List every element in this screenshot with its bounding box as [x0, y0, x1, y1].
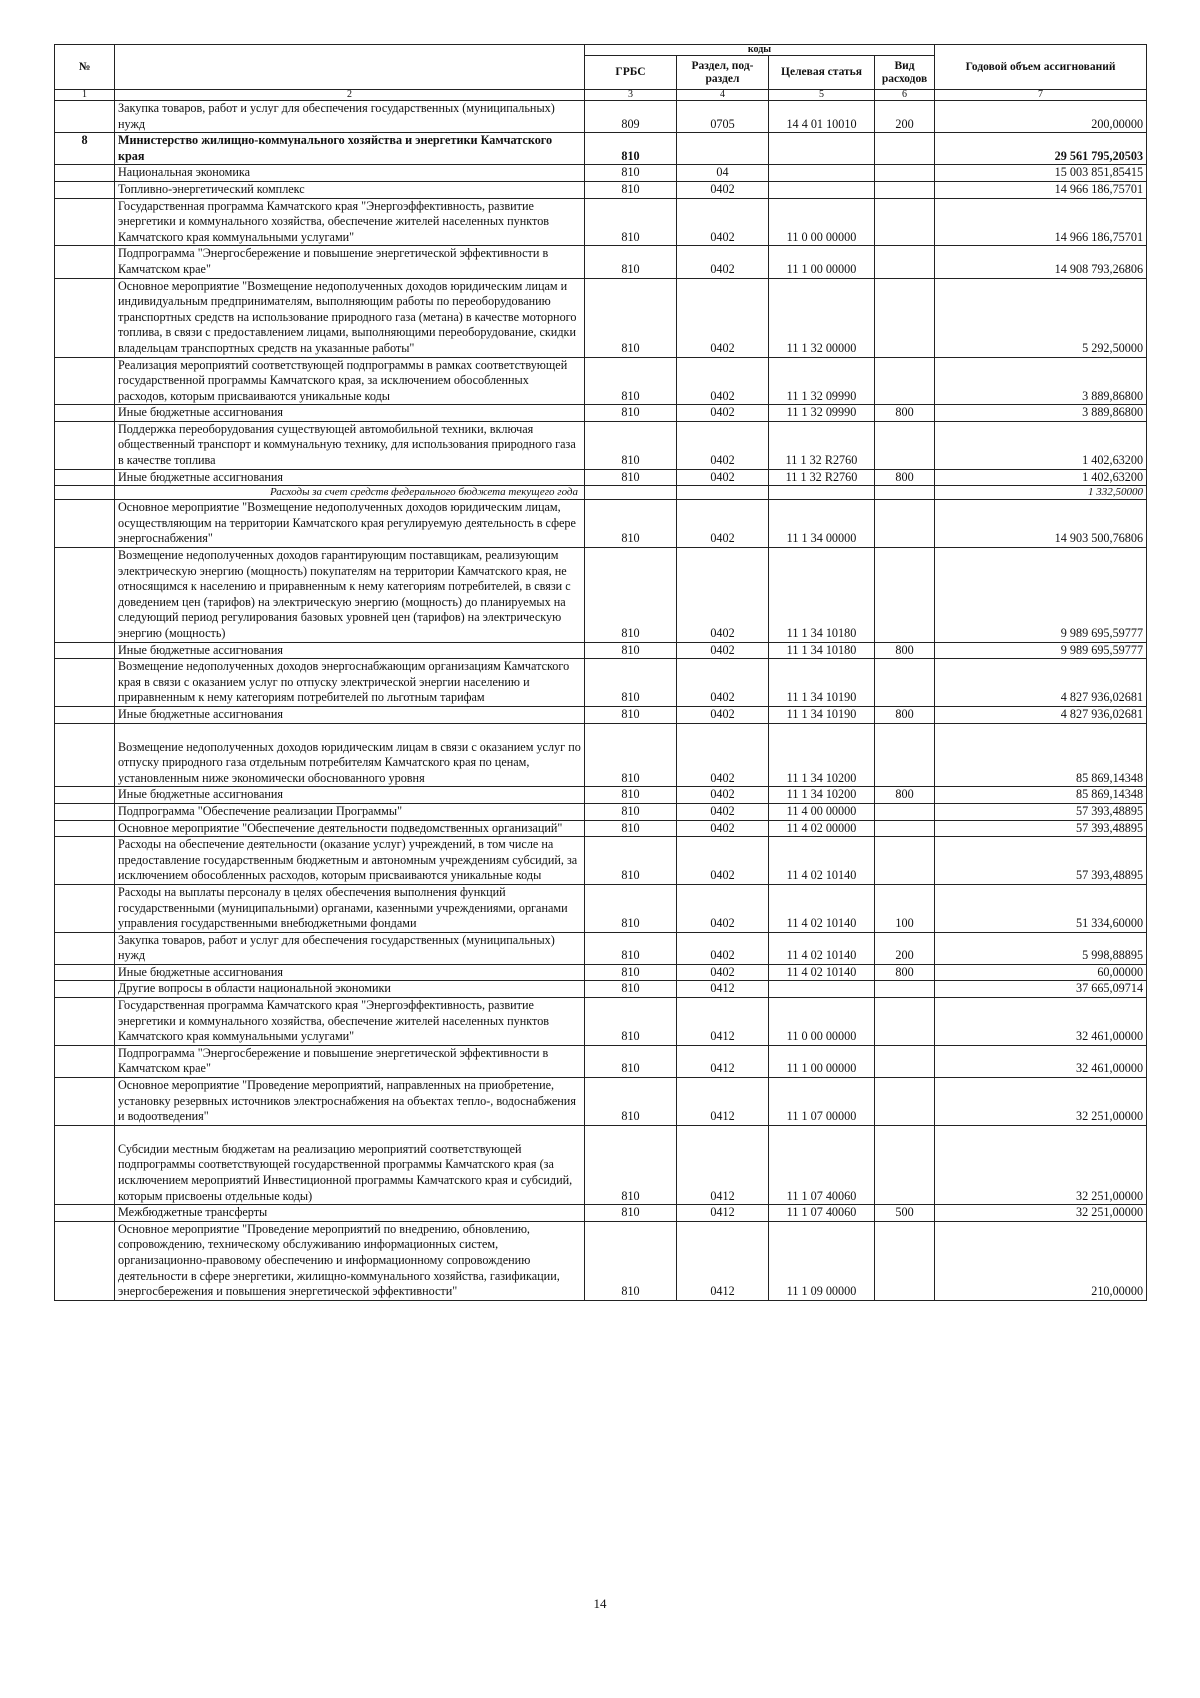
- row-target: 11 1 34 10190: [769, 659, 875, 707]
- row-type: [875, 659, 935, 707]
- row-target: [769, 181, 875, 198]
- row-amount: 51 334,60000: [935, 884, 1147, 932]
- row-section: 0402: [677, 964, 769, 981]
- column-index: 6: [875, 90, 935, 101]
- row-grbs: 810: [585, 723, 677, 787]
- row-target: 11 1 32 R2760: [769, 469, 875, 486]
- row-grbs: 810: [585, 1078, 677, 1126]
- row-target: 11 1 07 00000: [769, 1078, 875, 1126]
- table-row: [55, 964, 1147, 981]
- row-grbs: [585, 486, 677, 500]
- row-amount: 14 966 186,75701: [935, 198, 1147, 246]
- table-row: [55, 1205, 1147, 1222]
- table-row: [55, 884, 1147, 932]
- row-grbs: 810: [585, 1205, 677, 1222]
- row-grbs: 810: [585, 964, 677, 981]
- row-grbs: 810: [585, 181, 677, 198]
- row-section: 0402: [677, 884, 769, 932]
- row-type: [875, 198, 935, 246]
- row-grbs: 810: [585, 998, 677, 1046]
- row-section: 0402: [677, 787, 769, 804]
- table-row: [55, 787, 1147, 804]
- row-section: 0402: [677, 548, 769, 643]
- row-section: 0402: [677, 198, 769, 246]
- row-number: [55, 998, 115, 1046]
- row-type: 800: [875, 706, 935, 723]
- row-target: 11 1 00 00000: [769, 246, 875, 278]
- table-row: [55, 803, 1147, 820]
- row-amount: 1 402,63200: [935, 469, 1147, 486]
- column-index: 2: [115, 90, 585, 101]
- row-number: [55, 723, 115, 787]
- column-index: 7: [935, 90, 1147, 101]
- row-section: 0402: [677, 803, 769, 820]
- row-grbs: 810: [585, 659, 677, 707]
- row-section: 0402: [677, 357, 769, 405]
- row-name: Основное мероприятие "Возмещение недополученных доходов юридическим лицам, осуществляющим на территории Камчатского края регулируемую деятельность в сфере энергоснабжения": [115, 500, 585, 548]
- row-name: Субсидии местным бюджетам на реализацию мероприятий соответствующей подпрограммы соответствующей государственной программы Камчатского края (за исключением мероприятий Инвестиционной программы Камчатского края и субсидий, которым присвоены отдельные коды): [115, 1125, 585, 1204]
- row-name: Возмещение недополученных доходов энергоснабжающим организациям Камчатского края в связи с оказанием услуг по отпуску электрической энергии населению и приравненным к нему категориям потребителей по льготным тарифам: [115, 659, 585, 707]
- row-name: Реализация мероприятий соответствующей подпрограммы в рамках соответствующей государственной программы Камчатского края, за исключением обособленных расходов, которым присваиваются уникальные коды: [115, 357, 585, 405]
- row-amount: 3 889,86800: [935, 357, 1147, 405]
- table-row: [55, 101, 1147, 133]
- row-type: [875, 165, 935, 182]
- row-target: [769, 165, 875, 182]
- row-type: [875, 1125, 935, 1204]
- row-type: [875, 486, 935, 500]
- row-amount: 15 003 851,85415: [935, 165, 1147, 182]
- row-name: Возмещение недополученных доходов гарантирующим поставщикам, реализующим электрическую энергию (мощность) покупателям на территории Камчатского края, не относящимся к населению и приравненным к нему категориям потребителей, в связи с доведением цен (тарифов) на электрическую энергию (мощность) до планируемых на следующий период регулирования базовых уровней цен (тарифов) на электрическую энергию (мощность): [115, 548, 585, 643]
- row-number: [55, 964, 115, 981]
- row-section: [677, 486, 769, 500]
- row-grbs: 810: [585, 278, 677, 357]
- row-name: Иные бюджетные ассигнования: [115, 469, 585, 486]
- row-name: Подпрограмма "Обеспечение реализации Программы": [115, 803, 585, 820]
- table-row: [55, 165, 1147, 182]
- row-number: [55, 932, 115, 964]
- row-number: [55, 357, 115, 405]
- row-amount: 60,00000: [935, 964, 1147, 981]
- row-type: 200: [875, 101, 935, 133]
- row-section: 0412: [677, 981, 769, 998]
- header-section: Раздел, под-раздел: [677, 56, 769, 90]
- row-target: 11 4 02 10140: [769, 837, 875, 885]
- row-type: 800: [875, 405, 935, 422]
- row-amount: 32 461,00000: [935, 1045, 1147, 1077]
- row-type: 100: [875, 884, 935, 932]
- row-number: [55, 1125, 115, 1204]
- row-type: 200: [875, 932, 935, 964]
- row-grbs: 810: [585, 1221, 677, 1300]
- row-target: 11 1 34 10200: [769, 787, 875, 804]
- table-row: [55, 421, 1147, 469]
- row-name: Расходы на обеспечение деятельности (оказание услуг) учреждений, в том числе на предоставление государственным бюджетным и автономным учреждениям субсидий, за исключением обособленных расходов, которым присваиваются уникальные коды: [115, 837, 585, 885]
- row-type: [875, 246, 935, 278]
- row-target: 11 1 34 10180: [769, 548, 875, 643]
- row-type: [875, 820, 935, 837]
- row-grbs: 810: [585, 165, 677, 182]
- row-target: 11 1 32 09990: [769, 405, 875, 422]
- table-row: [55, 548, 1147, 643]
- table-row: [55, 133, 1147, 165]
- table-row: [55, 723, 1147, 787]
- row-name: Государственная программа Камчатского края "Энергоэффективность, развитие энергетики и коммунального хозяйства, обеспечение жителей населенных пунктов Камчатского края коммунальными услугами": [115, 998, 585, 1046]
- table-row: [55, 659, 1147, 707]
- row-section: 0412: [677, 1205, 769, 1222]
- row-grbs: 810: [585, 820, 677, 837]
- row-target: [769, 981, 875, 998]
- row-number: [55, 820, 115, 837]
- row-number: [55, 981, 115, 998]
- row-amount: 85 869,14348: [935, 787, 1147, 804]
- column-index: 5: [769, 90, 875, 101]
- row-amount: 9 989 695,59777: [935, 642, 1147, 659]
- table-row: [55, 469, 1147, 486]
- column-index: 3: [585, 90, 677, 101]
- row-amount: 4 827 936,02681: [935, 706, 1147, 723]
- row-type: [875, 181, 935, 198]
- row-grbs: 810: [585, 884, 677, 932]
- row-grbs: 810: [585, 469, 677, 486]
- budget-rows: [55, 101, 1147, 1301]
- row-number: [55, 1045, 115, 1077]
- row-number: [55, 486, 115, 500]
- row-type: [875, 357, 935, 405]
- row-number: [55, 165, 115, 182]
- row-number: 8: [55, 133, 115, 165]
- row-type: [875, 837, 935, 885]
- row-name: Иные бюджетные ассигнования: [115, 405, 585, 422]
- header-volume: Годовой объем ассигнований: [935, 45, 1147, 90]
- row-target: 11 1 32 00000: [769, 278, 875, 357]
- table-row: [55, 198, 1147, 246]
- row-number: [55, 642, 115, 659]
- row-number: [55, 884, 115, 932]
- row-amount: 32 251,00000: [935, 1205, 1147, 1222]
- row-amount: 4 827 936,02681: [935, 659, 1147, 707]
- row-grbs: 810: [585, 837, 677, 885]
- table-row: [55, 642, 1147, 659]
- row-number: [55, 803, 115, 820]
- row-target: 11 1 32 R2760: [769, 421, 875, 469]
- row-amount: 57 393,48895: [935, 837, 1147, 885]
- row-amount: 14 903 500,76806: [935, 500, 1147, 548]
- table-row: [55, 837, 1147, 885]
- row-type: [875, 723, 935, 787]
- row-grbs: 810: [585, 548, 677, 643]
- row-name: Закупка товаров, работ и услуг для обеспечения государственных (муниципальных) нужд: [115, 932, 585, 964]
- row-amount: 210,00000: [935, 1221, 1147, 1300]
- row-target: 11 0 00 00000: [769, 998, 875, 1046]
- row-name: Подпрограмма "Энергосбережение и повышение энергетической эффективности в Камчатском крае": [115, 246, 585, 278]
- row-grbs: 810: [585, 500, 677, 548]
- row-name: Основное мероприятие "Обеспечение деятельности подведомственных организаций": [115, 820, 585, 837]
- row-number: [55, 1221, 115, 1300]
- header-target: Целевая статья: [769, 56, 875, 90]
- row-target: [769, 133, 875, 165]
- row-target: 11 4 02 10140: [769, 884, 875, 932]
- row-grbs: 810: [585, 803, 677, 820]
- table-row: [55, 981, 1147, 998]
- row-amount: 32 251,00000: [935, 1078, 1147, 1126]
- row-number: [55, 706, 115, 723]
- table-row: [55, 405, 1147, 422]
- row-section: [677, 133, 769, 165]
- row-amount: 32 251,00000: [935, 1125, 1147, 1204]
- row-section: 0402: [677, 421, 769, 469]
- row-number: [55, 659, 115, 707]
- row-target: 11 4 02 00000: [769, 820, 875, 837]
- row-target: 11 1 09 00000: [769, 1221, 875, 1300]
- row-section: 0412: [677, 1045, 769, 1077]
- row-number: [55, 837, 115, 885]
- row-section: 0412: [677, 1221, 769, 1300]
- row-type: 800: [875, 787, 935, 804]
- row-type: [875, 548, 935, 643]
- row-name: Иные бюджетные ассигнования: [115, 787, 585, 804]
- row-type: [875, 1078, 935, 1126]
- row-grbs: 810: [585, 133, 677, 165]
- column-index: 1: [55, 90, 115, 101]
- row-type: [875, 133, 935, 165]
- row-section: 0402: [677, 469, 769, 486]
- row-amount: 14 966 186,75701: [935, 181, 1147, 198]
- header-name: [115, 45, 585, 90]
- row-number: [55, 198, 115, 246]
- row-section: 0402: [677, 642, 769, 659]
- row-grbs: 810: [585, 787, 677, 804]
- row-section: 04: [677, 165, 769, 182]
- row-type: 800: [875, 469, 935, 486]
- table-row: [55, 820, 1147, 837]
- row-target: 11 1 07 40060: [769, 1125, 875, 1204]
- row-name: Национальная экономика: [115, 165, 585, 182]
- row-section: 0402: [677, 837, 769, 885]
- row-number: [55, 1078, 115, 1126]
- row-grbs: 810: [585, 421, 677, 469]
- row-amount: 1 402,63200: [935, 421, 1147, 469]
- page-number: 14: [593, 1596, 607, 1611]
- row-section: 0402: [677, 820, 769, 837]
- row-grbs: 810: [585, 642, 677, 659]
- row-number: [55, 787, 115, 804]
- row-name: Министерство жилищно-коммунального хозяйства и энергетики Камчатского края: [115, 133, 585, 165]
- row-type: [875, 421, 935, 469]
- row-type: 500: [875, 1205, 935, 1222]
- budget-table-sheet: [54, 44, 1146, 1301]
- row-number: [55, 1205, 115, 1222]
- row-grbs: 810: [585, 246, 677, 278]
- row-section: 0402: [677, 500, 769, 548]
- table-row: [55, 1221, 1147, 1300]
- row-amount: 57 393,48895: [935, 820, 1147, 837]
- row-target: 11 1 34 00000: [769, 500, 875, 548]
- row-section: 0402: [677, 659, 769, 707]
- column-index: 4: [677, 90, 769, 101]
- row-type: [875, 803, 935, 820]
- row-number: [55, 548, 115, 643]
- row-amount: 57 393,48895: [935, 803, 1147, 820]
- row-section: 0402: [677, 405, 769, 422]
- row-target: 11 1 07 40060: [769, 1205, 875, 1222]
- table-row: [55, 1045, 1147, 1077]
- column-index-row: [55, 90, 1147, 101]
- row-number: [55, 278, 115, 357]
- budget-table: [54, 44, 1147, 1301]
- table-row: [55, 998, 1147, 1046]
- row-name: Основное мероприятие "Проведение мероприятий, направленных на приобретение, установку резервных источников электроснабжения на объектах тепло-, водоснабжения и водоотведения": [115, 1078, 585, 1126]
- row-grbs: 810: [585, 1125, 677, 1204]
- row-number: [55, 405, 115, 422]
- row-number: [55, 500, 115, 548]
- row-section: 0402: [677, 723, 769, 787]
- row-type: 800: [875, 642, 935, 659]
- row-name: Возмещение недополученных доходов юридическим лицам в связи с оказанием услуг по отпуску природного газа отдельным потребителям Камчатского края по ценам, установленным ниже экономически обоснованного уровня: [115, 723, 585, 787]
- row-amount: 3 889,86800: [935, 405, 1147, 422]
- row-number: [55, 469, 115, 486]
- row-name: Основное мероприятие "Возмещение недополученных доходов юридическим лицам и индивидуальным предпринимателям, выполняющим работы по переоборудованию транспортных средств на использование природного газа (метана) в качестве моторного топлива, в связи с предоставлением лицами, выполняющими переоборудование, скидки владельцам транспортных средств на указанные работы": [115, 278, 585, 357]
- row-name: Поддержка переоборудования существующей автомобильной техники, включая общественный транспорт и коммунальную технику, для использования природного газа в качестве топлива: [115, 421, 585, 469]
- row-name: Иные бюджетные ассигнования: [115, 706, 585, 723]
- table-row: [55, 1125, 1147, 1204]
- row-grbs: 810: [585, 706, 677, 723]
- row-target: 11 4 00 00000: [769, 803, 875, 820]
- row-amount: 9 989 695,59777: [935, 548, 1147, 643]
- row-target: 11 4 02 10140: [769, 932, 875, 964]
- row-name: Государственная программа Камчатского края "Энергоэффективность, развитие энергетики и коммунального хозяйства, обеспечение жителей населенных пунктов Камчатского края коммунальными услугами": [115, 198, 585, 246]
- row-grbs: 810: [585, 1045, 677, 1077]
- row-number: [55, 421, 115, 469]
- row-amount: 200,00000: [935, 101, 1147, 133]
- row-grbs: 810: [585, 932, 677, 964]
- row-amount: 37 665,09714: [935, 981, 1147, 998]
- row-section: 0402: [677, 246, 769, 278]
- row-target: 11 1 00 00000: [769, 1045, 875, 1077]
- row-name: Подпрограмма "Энергосбережение и повышение энергетической эффективности в Камчатском крае": [115, 1045, 585, 1077]
- row-section: 0402: [677, 181, 769, 198]
- header-type: Вид расходов: [875, 56, 935, 90]
- row-section: 0412: [677, 1125, 769, 1204]
- row-type: [875, 1221, 935, 1300]
- row-target: 11 1 34 10200: [769, 723, 875, 787]
- table-row: [55, 1078, 1147, 1126]
- row-grbs: 809: [585, 101, 677, 133]
- header-num: №: [55, 45, 115, 90]
- row-type: [875, 278, 935, 357]
- row-section: 0705: [677, 101, 769, 133]
- row-amount: 5 292,50000: [935, 278, 1147, 357]
- table-row: [55, 181, 1147, 198]
- row-section: 0402: [677, 278, 769, 357]
- row-name: Основное мероприятие "Проведение мероприятий по внедрению, обновлению, сопровождению, техническому обслуживанию информационных систем, организационно-правовому обеспечению и информационному сопровождению деятельности в сфере энергетики, жилищно-коммунального хозяйства, газификации, энергосбережения и повышения энергетической эффективности": [115, 1221, 585, 1300]
- row-name: Расходы за счет средств федерального бюджета текущего года: [115, 486, 585, 500]
- row-type: 800: [875, 964, 935, 981]
- row-target: 11 1 34 10180: [769, 642, 875, 659]
- row-target: 11 1 34 10190: [769, 706, 875, 723]
- row-name: Иные бюджетные ассигнования: [115, 964, 585, 981]
- row-amount: 14 908 793,26806: [935, 246, 1147, 278]
- table-row: [55, 486, 1147, 500]
- row-name: Другие вопросы в области национальной экономики: [115, 981, 585, 998]
- table-row: [55, 246, 1147, 278]
- row-target: 14 4 01 10010: [769, 101, 875, 133]
- row-target: 11 0 00 00000: [769, 198, 875, 246]
- row-amount: 1 332,50000: [935, 486, 1147, 500]
- header-grbs: ГРБС: [585, 56, 677, 90]
- table-row: [55, 278, 1147, 357]
- row-name: Иные бюджетные ассигнования: [115, 642, 585, 659]
- row-section: 0412: [677, 998, 769, 1046]
- row-amount: 32 461,00000: [935, 998, 1147, 1046]
- table-row: [55, 500, 1147, 548]
- row-amount: 85 869,14348: [935, 723, 1147, 787]
- row-grbs: 810: [585, 981, 677, 998]
- row-target: [769, 486, 875, 500]
- row-type: [875, 1045, 935, 1077]
- row-grbs: 810: [585, 405, 677, 422]
- row-name: Топливно-энергетический комплекс: [115, 181, 585, 198]
- row-section: 0402: [677, 706, 769, 723]
- table-row: [55, 706, 1147, 723]
- row-section: 0412: [677, 1078, 769, 1126]
- row-type: [875, 998, 935, 1046]
- table-row: [55, 932, 1147, 964]
- row-number: [55, 246, 115, 278]
- row-section: 0402: [677, 932, 769, 964]
- row-grbs: 810: [585, 357, 677, 405]
- row-type: [875, 500, 935, 548]
- row-amount: 5 998,88895: [935, 932, 1147, 964]
- row-name: Расходы на выплаты персоналу в целях обеспечения выполнения функций государственными (муниципальными) органами, казенными учреждениями, органами управления государственными внебюджетными фондами: [115, 884, 585, 932]
- row-amount: 29 561 795,20503: [935, 133, 1147, 165]
- row-grbs: 810: [585, 198, 677, 246]
- row-number: [55, 101, 115, 133]
- row-number: [55, 181, 115, 198]
- row-target: 11 1 32 09990: [769, 357, 875, 405]
- row-target: 11 4 02 10140: [769, 964, 875, 981]
- header-codes: коды: [585, 45, 935, 56]
- row-name: Межбюджетные трансферты: [115, 1205, 585, 1222]
- row-name: Закупка товаров, работ и услуг для обеспечения государственных (муниципальных) нужд: [115, 101, 585, 133]
- table-row: [55, 357, 1147, 405]
- row-type: [875, 981, 935, 998]
